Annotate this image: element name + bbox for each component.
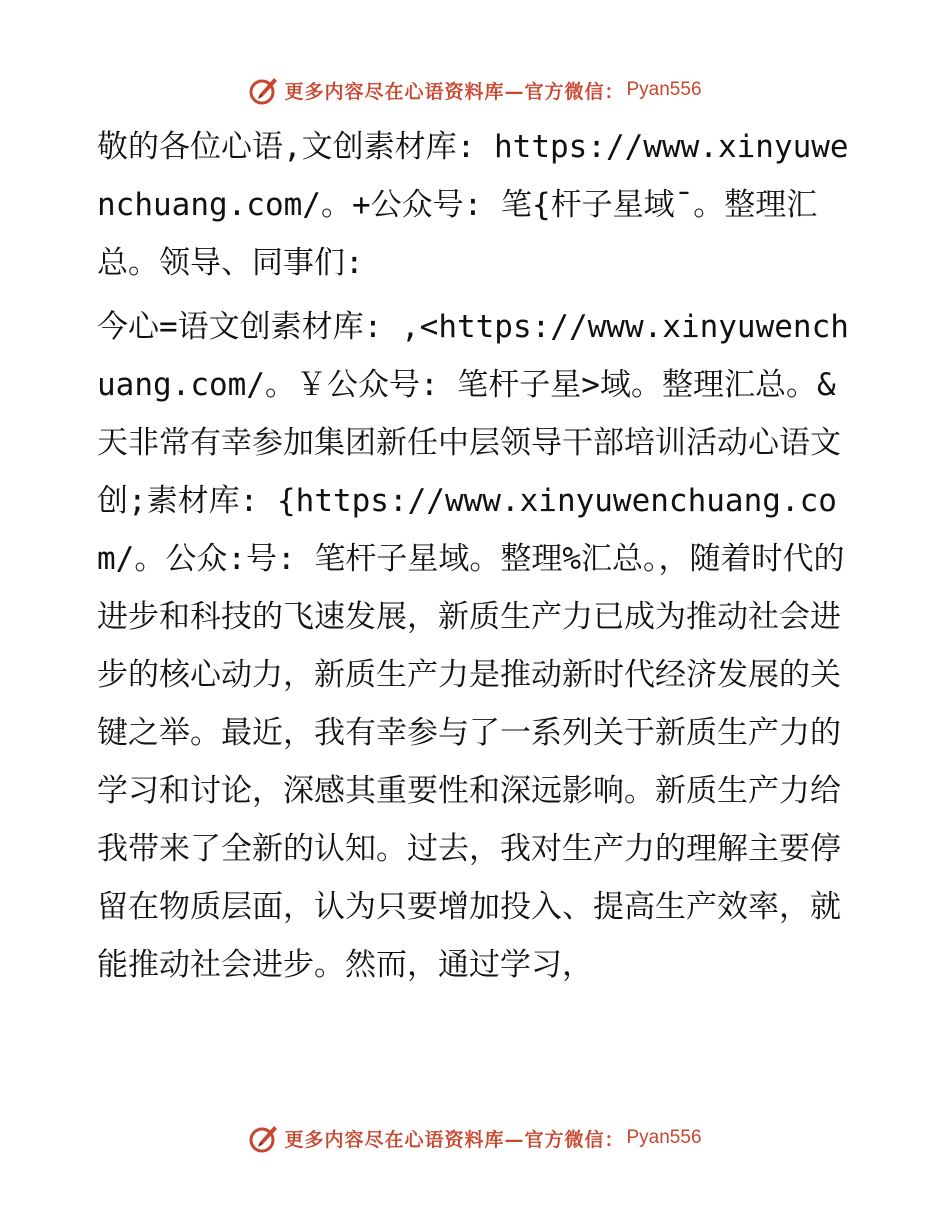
banner-wechat-id: Pyan556: [626, 79, 702, 100]
banner-wechat-id: Pyan556: [626, 1127, 702, 1148]
paragraph-1: 敬的各位心语,文创素材库: https://www.xinyuwenchuang.com/。+公众号: 笔{杆子星域¯。整理汇总。领导、同事们:: [97, 129, 849, 281]
header-banner: [0, 70, 950, 110]
footer-banner: [0, 1118, 950, 1158]
document-body: [97, 118, 857, 994]
paragraph-2: 今心=语文创素材库: ,<https://www.xinyuwenchuang.com/。￥公众号: 笔杆子星>域。整理汇总。&天非常有幸参加集团新任中层领导干部培训活动心语文创;素材库: {https://www.xinyuwenchuang.com/。公众:号: 笔杆子星域。整理%汇总。，随着时代的进步和科技的飞速发展，新质生产力已成为推动社会进步的核心动力，新质生产力是推动新时代经济发展的关键之举。最近，我有幸参与了一系列关于新质生产力的学习和讨论，深感其重要性和深远影响。新质生产力给我带来了全新的认知。过去，我对生产力的理解主要停留在物质层面，认为只要增加投入、提高生产效率，就能推动社会进步。然而，通过学习，: [97, 309, 849, 983]
banner-text: 更多内容尽在心语资料库—官方微信：: [284, 1128, 625, 1151]
quill-pen-logo-icon: [248, 74, 280, 106]
quill-pen-logo-icon: [248, 1122, 280, 1154]
banner-text: 更多内容尽在心语资料库—官方微信：: [284, 80, 625, 103]
